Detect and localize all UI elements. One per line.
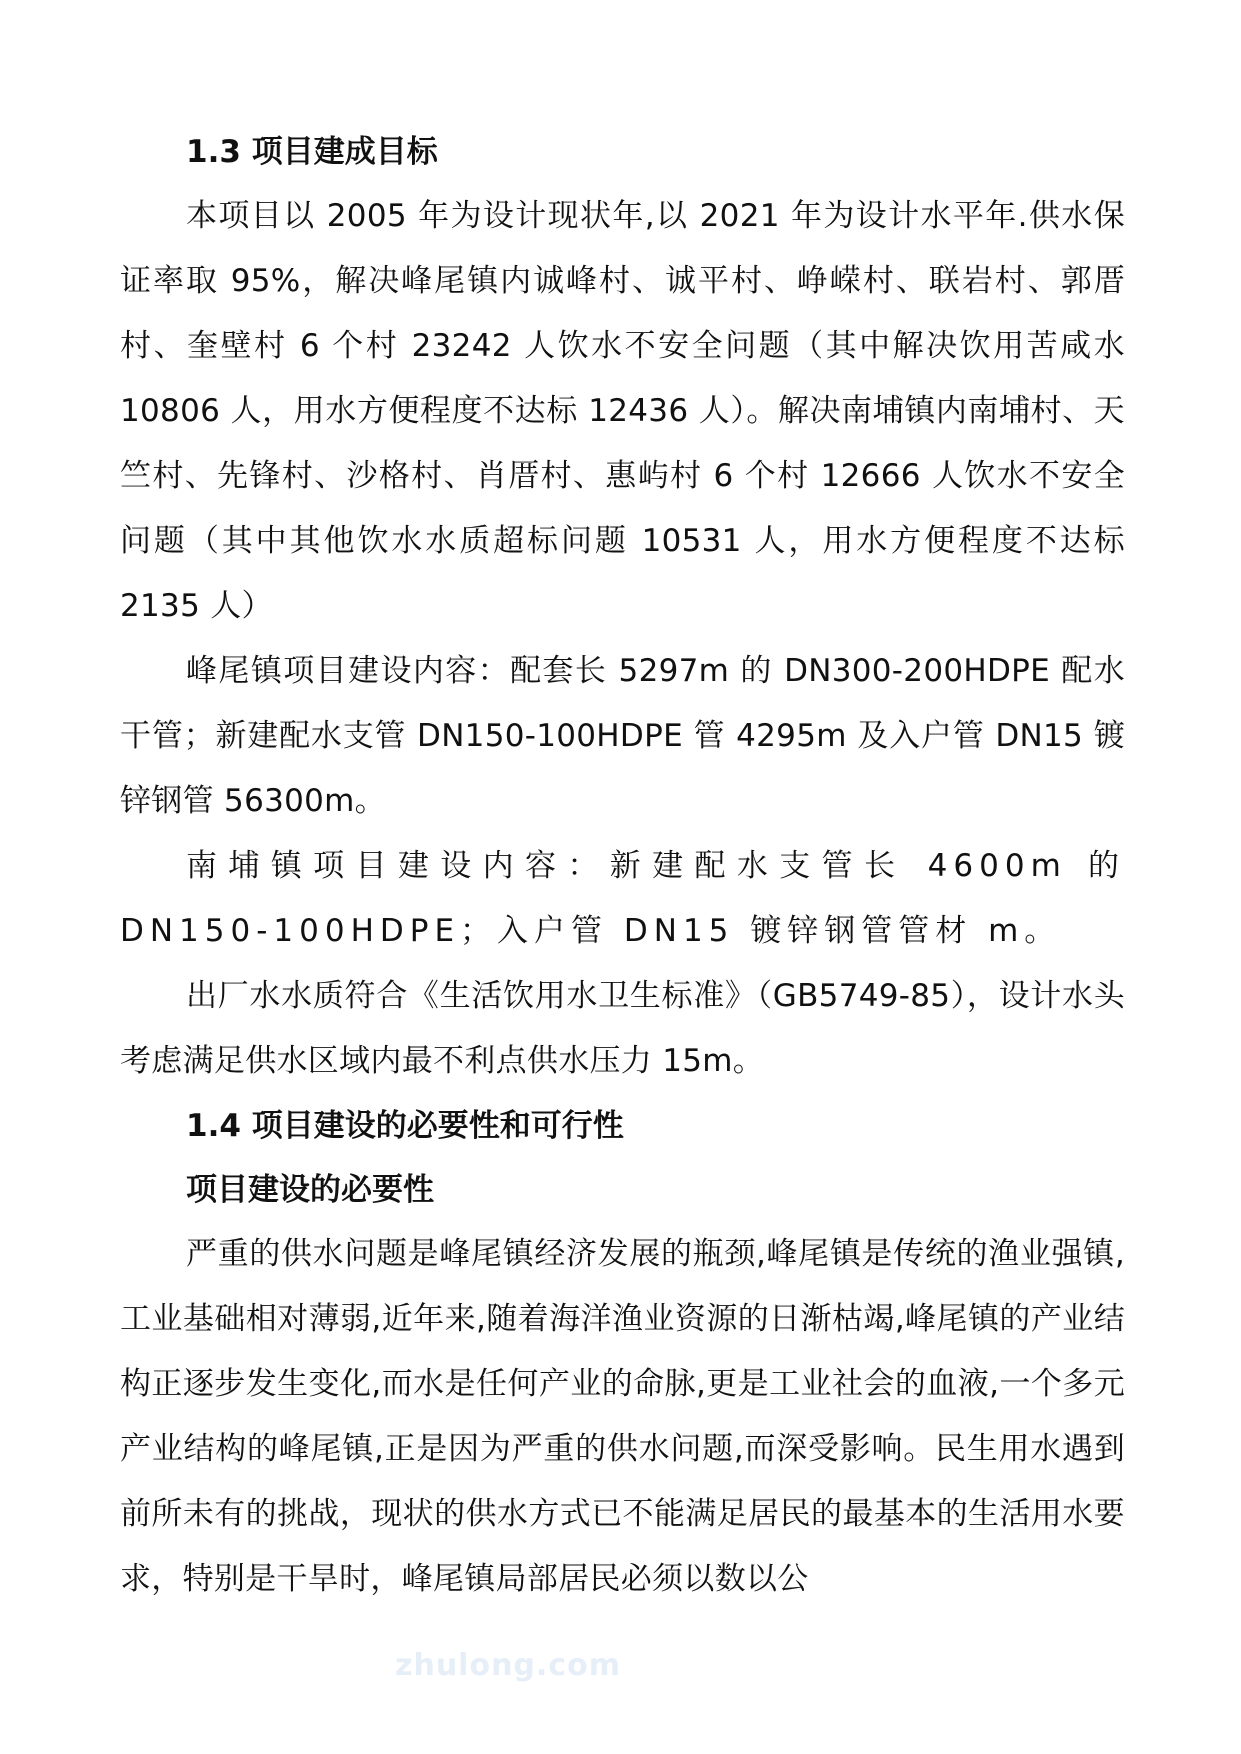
watermark: zhulong.com — [395, 1648, 621, 1683]
sub-heading-necessity: 项目建设的必要性 — [186, 1172, 434, 1208]
section-heading-1-4: 1.4 项目建设的必要性和可行性 — [186, 1108, 624, 1144]
paragraph-project-goals: 本项目以 2005 年为设计现状年,以 2021 年为设计水平年.供水保证率取 95%，解决峰尾镇内诚峰村、诚平村、峥嵘村、联岩村、郭厝村、奎壁村 6 个村 23242 人饮水不安全问题（其中解决饮用苦咸水 10806 人，用水方便程度不达标 12436 人）。解决南埔镇内南埔村、天竺村、先锋村、沙格村、肖厝村、惠屿村 6 个村 12666 人饮水不安全问题（其中其他饮水水质超标问题 10531 人，用水方便程度不达标 2135 人） — [120, 198, 1125, 624]
paragraph-fengwei-construction: 峰尾镇项目建设内容：配套长 5297m 的 DN300-200HDPE 配水干管；新建配水支管 DN150-100HDPE 管 4295m 及入户管 DN15 镀锌钢管 56300m。 — [120, 653, 1125, 819]
section-heading-1-3: 1.3 项目建成目标 — [186, 134, 438, 170]
document-page — [120, 120, 1125, 1612]
paragraph-water-quality: 出厂水水质符合《生活饮用水卫生标准》（GB5749-85），设计水头考虑满足供水区域内最不利点供水压力 15m。 — [120, 978, 1125, 1079]
paragraph-nanpu-construction: 南埔镇项目建设内容：新建配水支管长 4600m 的 DN150-100HDPE；入户管 DN15 镀锌钢管管材 m。 — [120, 848, 1125, 949]
paragraph-necessity: 严重的供水问题是峰尾镇经济发展的瓶颈,峰尾镇是传统的渔业强镇,工业基础相对薄弱,近年来,随着海洋渔业资源的日渐枯竭,峰尾镇的产业结构正逐步发生变化,而水是任何产业的命脉,更是工业社会的血液,一个多元产业结构的峰尾镇,正是因为严重的供水问题,而深受影响。民生用水遇到前所未有的挑战，现状的供水方式已不能满足居民的最基本的生活用水要求，特别是干旱时，峰尾镇局部居民必须以数以公 — [120, 1236, 1125, 1597]
